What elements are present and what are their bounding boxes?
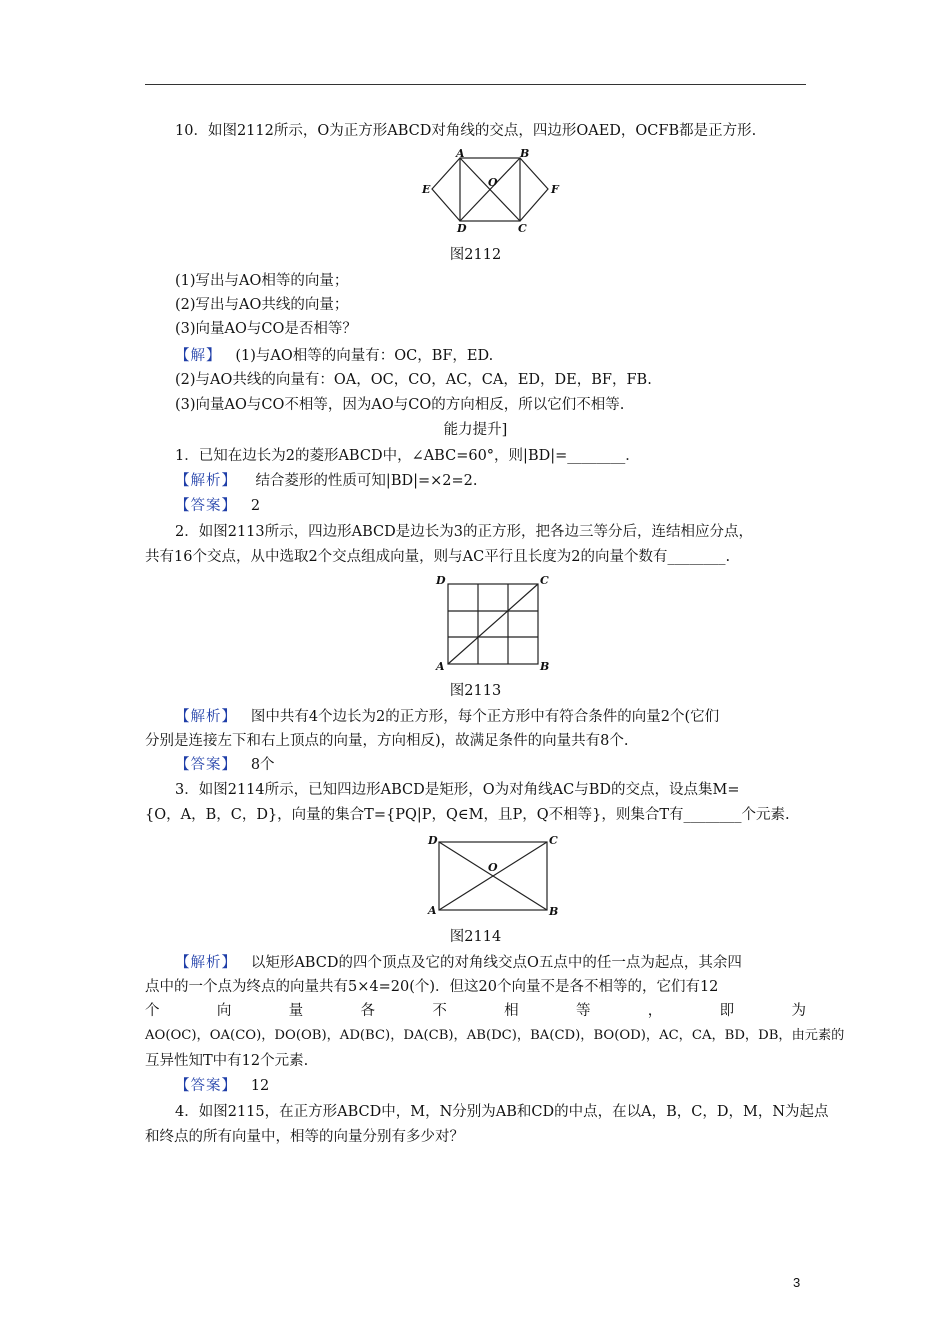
q3-word: 量 [288,1003,304,1019]
figure-2112-caption: 图2112 [449,247,502,263]
header-rule [145,84,806,85]
q1-analysis-tag: 【解析】 [175,473,237,489]
q2-stem-line2: 共有16个交点，从中选取2个交点组成向量，则与AC平行且长度为2的向量个数有________. [145,549,731,565]
fig14-label-a: A [428,904,437,917]
q2-answer-row [145,755,836,775]
q3-word: ， [647,1003,663,1019]
fig13-label-a: A [436,660,445,673]
figure-2114 [425,832,560,922]
q3-answer-row [145,1076,836,1096]
q2-analysis-line2: 分别是连接左下和右上顶点的向量，方向相反)，故满足条件的向量共有8个. [145,733,629,749]
q3-word: 个 [145,1003,160,1019]
q3-analysis-line2: 点中的一个点为终点的向量共有5×4=20(个)．但这20个向量不是各不相等的，它们有12 [145,979,719,995]
fig10-label-o: O [488,176,498,189]
q2-answer: 8个 [250,757,275,773]
q1-analysis: 结合菱形的性质可知|BD|=×2=2. [255,473,478,489]
q2-stem-line1: 2．如图2113所示，四边形ABCD是边长为3的正方形，把各边三等分后，连结相应分点， [175,524,753,540]
q1-stem: 1．已知在边长为2的菱形ABCD中，∠ABC=60°，则|BD|=________． [175,448,640,464]
q3-word: 向 [216,1003,232,1019]
q2-answer-tag: 【答案】 [175,757,237,773]
q3-answer-tag: 【答案】 [175,1078,237,1094]
q10-part-2: (2)写出与AO共线的向量； [175,297,349,313]
fig10-label-e: E [422,183,431,196]
q1-answer: 2 [250,498,261,514]
q3-analysis-line5: 互异性知T中有12个元素. [145,1053,309,1069]
q10-answer-3: (3)向量AO与CO不相等，因为AO与CO的方向相反，所以它们不相等. [175,397,625,413]
q3-word: 各 [360,1003,375,1019]
q1-answer-row [145,496,836,516]
fig10-label-f: F [551,183,559,196]
q3-word: 相 [504,1003,519,1019]
q2-analysis-row [145,707,836,727]
fig13-label-c: C [540,574,549,587]
fig10-label-a: A [456,148,465,160]
q3-stem-line1: 3．如图2114所示，已知四边形ABCD是矩形，O为对角线AC与BD的交点，设点集M= [175,782,740,798]
page-number: 3 [793,1275,801,1290]
q2-analysis-line1: 图中共有4个边长为2的正方形，每个正方形中有符合条件的向量2个(它们 [250,709,720,725]
q3-stem-line2: {O，A，B，C，D}，向量的集合T={PQ|P，Q∈M，且P，Q不相等}，则集合T有________个元素. [145,807,790,823]
q1-answer-tag: 【答案】 [175,498,237,514]
q10-answer-1-row [145,346,836,366]
q4-stem-line2: 和终点的所有向量中，相等的向量分别有多少对？ [145,1129,464,1145]
fig13-label-d: D [436,574,446,587]
q4-stem-line1: 4．如图2115，在正方形ABCD中，M，N分别为AB和CD的中点，在以A，B，C，D，M，N为起点 [175,1104,829,1120]
q10-part-1: (1)写出与AO相等的向量； [175,273,349,289]
figure-2113-caption: 图2113 [449,683,502,699]
section-title: 能力提升] [443,422,508,438]
q3-word: 即 [719,1003,735,1019]
fig10-label-d: D [457,222,467,234]
q3-answer: 12 [250,1078,270,1094]
figure-2112 [410,148,560,234]
q3-word: 不 [432,1003,447,1019]
q10-stem: 10．如图2112所示，O为正方形ABCD对角线的交点，四边形OAED，OCFB都是正方形. [175,123,757,139]
fig10-label-c: C [518,222,527,234]
q10-answer-2: (2)与AO共线的向量有：OA，OC，CO，AC，CA，ED，DE，BF，FB. [175,372,652,388]
figure-2113 [430,574,550,674]
q10-part-3: (3)向量AO与CO是否相等？ [175,321,357,337]
q3-analysis-row [145,953,836,973]
fig10-label-b: B [520,148,530,160]
figure-2114-caption: 图2114 [449,929,502,945]
q3-word: 等 [575,1003,591,1019]
q3-word: 为 [791,1003,806,1019]
q3-analysis-line1: 以矩形ABCD的四个顶点及它的对角线交点O五点中的任一点为起点，其余四 [250,955,742,971]
fig13-label-b: B [540,660,550,673]
q3-analysis-line3 [145,1001,806,1021]
q10-answer-1: (1)与AO相等的向量有：OC，BF，ED. [235,348,494,364]
fig14-label-d: D [428,834,438,847]
fig14-label-o: O [488,861,498,874]
q3-analysis-tag: 【解析】 [175,955,237,971]
q1-analysis-row [145,471,836,491]
fig14-label-b: B [549,905,559,918]
q2-analysis-tag: 【解析】 [175,709,237,725]
q10-answer-tag: 【解】 [175,348,222,364]
q3-analysis-line4: AO(OC)，OA(CO)，DO(OB)，AD(BC)，DA(CB)，AB(DC)，BA(CD)，BO(OD)，AC，CA，BD，DB，由元素的 [145,1028,845,1043]
fig14-label-c: C [549,834,558,847]
